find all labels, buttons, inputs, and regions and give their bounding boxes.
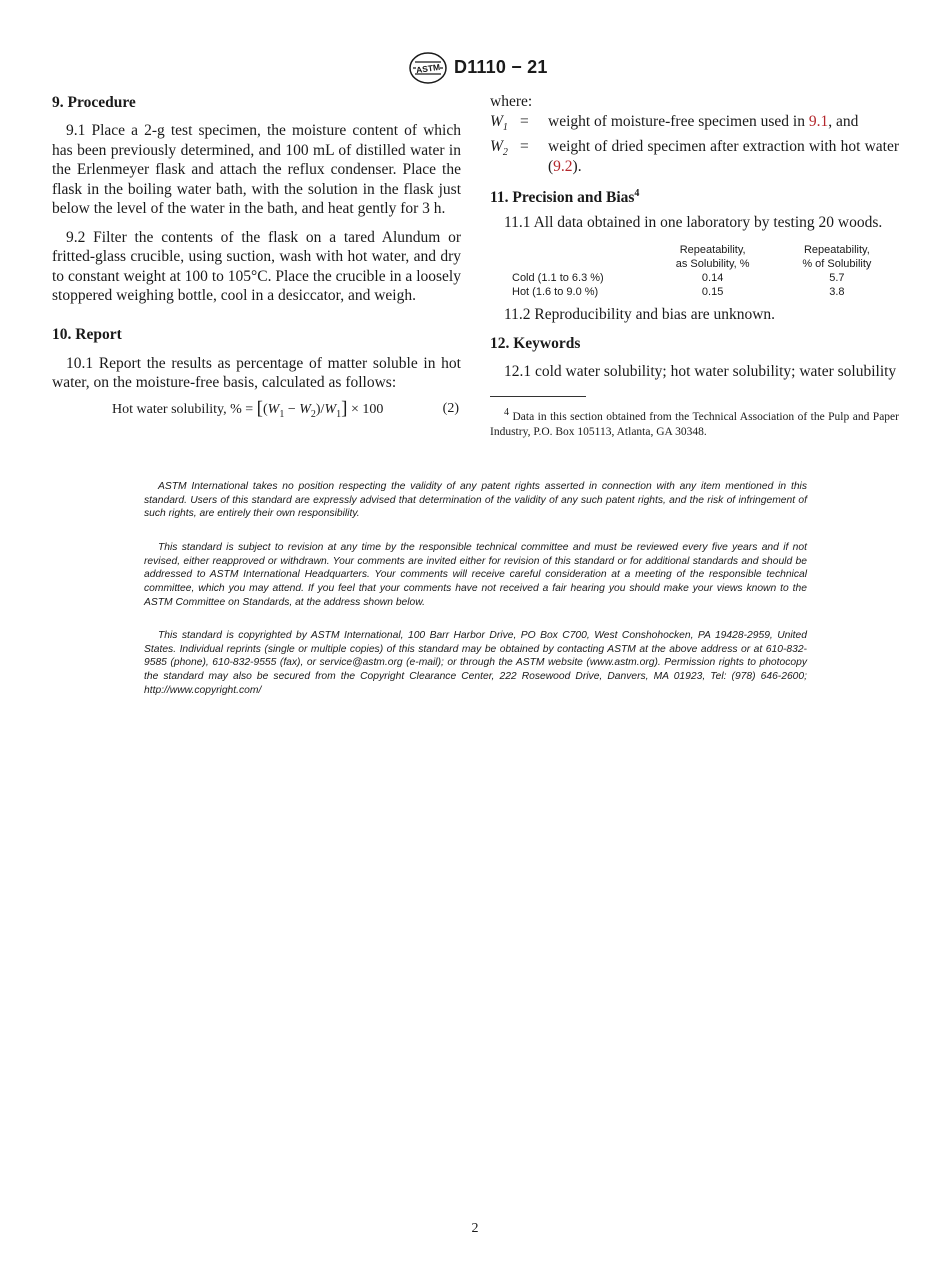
equals-sign: = [520,138,529,156]
equation-lhs: Hot water solubility, % = [112,401,254,417]
section-heading-keywords: 12. Keywords [490,335,581,353]
svg-text:ASTM: ASTM [415,61,441,76]
right-column [490,92,899,440]
table-cell-value: 0.14 [701,271,724,284]
table-cell-value: 5.7 [829,271,845,284]
paragraph-11-1: 11.1 All data obtained in one laboratory by testing 20 woods. [504,214,883,232]
table-header-repeatability-percent: Repeatability, % of Solubility [802,243,872,270]
table-row [490,285,899,299]
equation-body: Hot water solubility, % = $[(W_1 - W_2)/W_1] \times 100$ [112,397,384,420]
precision-table [490,243,899,299]
variable-symbol: $W_2$ [490,138,508,159]
table-cell-label: Cold (1.1 to 6.3 %) [512,271,604,284]
table-cell-value: 3.8 [829,285,845,298]
section-reference-link[interactable]: 9.1 [808,112,829,130]
patent-notice: ASTM International takes no position respecting the validity of any patent rights asserted in connection with any item mentioned in this standard. Users of this standard are expressly advised that determination of the validity of any such patent rights, and the risk of infringement of such rights, are entirely their own responsibility. [144,481,807,520]
footnote-marker[interactable]: 4 [634,188,640,200]
section-heading-precision-and-bias: 11. Precision and Bias$^4$ [490,188,640,207]
footnote-4: $^4$ Data in this section obtained from the Technical Association of the Pulp and Paper Industry, P.O. Box 105113, Atlanta, GA 30348. [490,406,899,438]
copyright-notice: This standard is copyrighted by ASTM International, 100 Barr Harbor Drive, PO Box C700, West Conshohocken, PA 19428-2959, United States. Individual reprints (single or multiple copies) of this standard may be obtained by contacting ASTM at the above address or at 610-832-9585 (phone), 610-832-9555 (fax), or service@astm.org (e-mail); or through the ASTM website (www.astm.org). Permission rights to photocopy the standard may also be secured from the Copyright Clearance Center, 222 Rosewood Drive, Danvers, MA 01923, Tel: (978) 646-2600; http://www.copyright.com/ [144,630,807,696]
table-header-blank [490,243,651,271]
table-row [490,271,899,285]
footnote-divider [490,396,586,397]
table-header-row [490,243,899,271]
variable-description: weight of moisture-free specimen used in 9.1, and [548,112,859,130]
page-number: 2 [471,1221,479,1236]
variable-definition-w1 [490,112,899,138]
footnote-number: 4 [504,406,509,418]
standard-designation: D1110 − 21 [454,57,548,77]
equation-number: (2) [442,400,459,416]
left-column [52,92,461,419]
where-label: where: [490,93,533,110]
table-cell-value: 0.15 [701,285,724,298]
table-header-repeatability-solubility: Repeatability, as Solubility, % [675,243,750,270]
astm-logo-icon [409,52,447,84]
paragraph-12-1: 12.1 cold water solubility; hot water solubility; water solubility [504,363,897,381]
paragraph-11-2: 11.2 Reproducibility and bias are unknown. [504,305,776,323]
paragraph-9-1: 9.1 Place a 2-g test specimen, the moisture content of which has been previously determined, and 100 mL of distilled water in the Erlenmeyer flask and attach the reflux condenser. Place the flask in the boiling water bath, with the solution in the flask just below the level of the water in the bath, and heat gently for 3 h. [52,122,461,217]
section-reference-link[interactable]: 9.2 [553,157,573,175]
paragraph-10-1: 10.1 Report the results as percentage of matter soluble in hot water, on the moisture-free basis, calculated as follows: [52,354,461,391]
page-header [0,52,950,86]
equals-sign: = [520,112,529,130]
section-heading-report: 10. Report [52,325,122,343]
revision-notice: This standard is subject to revision at any time by the responsible technical committee and must be reviewed every five years and if not revised, either reapproved or withdrawn. Your comments are invited either for revision of this standard or for additional standards and should be addressed to ASTM International Headquarters. Your comments will receive careful consideration at a meeting of the responsible technical committee, which you may attend. If you feel that your comments have not received a fair hearing you should make your views known to the ASTM Committee on Standards, at the address shown below. [144,542,807,608]
table-cell-label: Hot (1.6 to 9.0 %) [512,285,599,298]
section-heading-procedure: 9. Procedure [52,94,136,111]
variable-symbol: $W_1$ [490,112,508,133]
paragraph-9-2: 9.2 Filter the contents of the flask on a tared Alundum or fritted-glass crucible, using suction, wash with hot water, and dry to constant weight at 100 to 105°C. Place the crucible in a loosely stoppered weighing bottle, cool in a desiccator, and weigh. [52,228,461,304]
equation-2 [52,395,461,419]
variable-description: weight of dried specimen after extraction with hot water (9.2). [548,138,899,175]
variable-definition-w2 [490,137,899,176]
